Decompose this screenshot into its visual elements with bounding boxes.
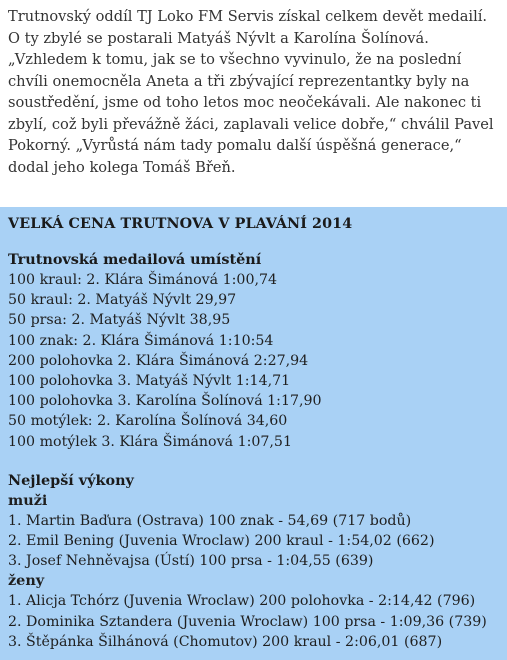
women-result-item: 2. Dominika Sztandera (Juvenia Wroclaw) 100 prsa - 1:09,36 (739): [8, 613, 487, 630]
women-result-item: 1. Alicja Tchórz (Juvenia Wroclaw) 200 polohovka - 2:14,42 (796): [8, 593, 476, 610]
best-results-heading: Nejlepší výkony: [8, 471, 134, 489]
article-paragraph: Trutnovský oddíl TJ Loko FM Servis získal celkem devět medailí. O ty zbylé se postarali Matyáš Nývlt a Karolína Šolínová. „Vzhledem k tomu, jak se to všechno vyvinulo, že na poslední chvíli onemocněla Aneta a tři zbývající reprezentantky byly na soustředění, jsme od toho letos moc neočekávali. Ale nakonec ti zbylí, což byli převážně žáci, zaplavali velice dobře,“ chválil Pavel Pokorný. „Vyrůstá nám tady pomalu další úspěšná generace,“ dodal jeho kolega Tomáš Břeň.: [8, 8, 494, 176]
medal-item: 100 motýlek 3. Klára Šimánová 1:07,51: [8, 433, 292, 450]
results-box-title: VELKÁ CENA TRUTNOVA V PLAVÁNÍ 2014: [8, 216, 353, 232]
medal-item: 50 prsa: 2. Matyáš Nývlt 38,95: [8, 312, 231, 329]
article: [0, 0, 507, 178]
medal-item: 100 polohovka 3. Matyáš Nývlt 1:14,71: [8, 373, 291, 390]
medal-item: 200 polohovka 2. Klára Šimánová 2:27,94: [8, 352, 309, 369]
men-label: muži: [8, 491, 48, 509]
medals-heading: Trutnovská medailová umístění: [8, 251, 262, 268]
men-result-item: 2. Emil Bening (Juvenia Wroclaw) 200 kraul - 1:54,02 (662): [8, 533, 435, 550]
men-results-list: [8, 511, 499, 572]
women-result-item: 3. Štěpánka Šilhánová (Chomutov) 200 kraul - 2:06,01 (687): [8, 633, 443, 650]
men-result-item: 3. Josef Nehněvajsa (Ústí) 100 prsa - 1:04,55 (639): [8, 553, 374, 570]
medal-item: 50 kraul: 2. Matyáš Nývlt 29,97: [8, 292, 237, 309]
men-result-item: 1. Martin Baďura (Ostrava) 100 znak - 54,69 (717 bodů): [8, 512, 412, 529]
medals-list: [8, 270, 499, 452]
medal-item: 100 znak: 2. Klára Šimánová 1:10:54: [8, 332, 274, 349]
medal-item: 100 kraul: 2. Klára Šimánová 1:00,74: [8, 272, 278, 288]
women-label: ženy: [8, 572, 45, 590]
women-results-list: [8, 591, 499, 652]
medal-item: 50 motýlek: 2. Karolína Šolínová 34,60: [8, 413, 288, 430]
medal-item: 100 polohovka 3. Karolína Šolínová 1:17,90: [8, 393, 322, 410]
results-info-box: [0, 207, 507, 660]
